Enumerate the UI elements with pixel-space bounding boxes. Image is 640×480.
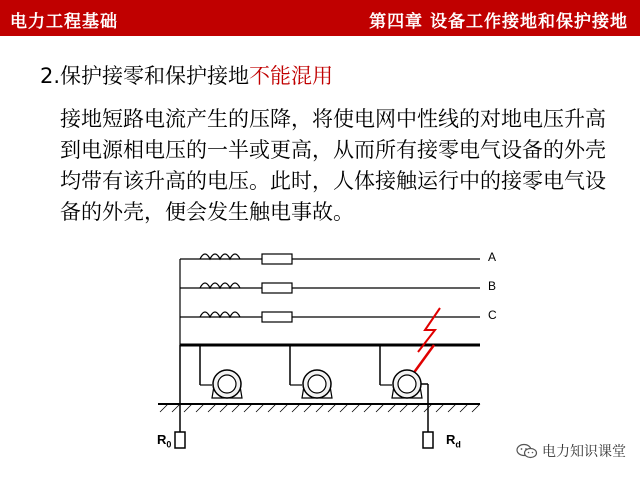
ground-electrode-r0 bbox=[175, 432, 185, 448]
phase-a-label: A bbox=[488, 250, 497, 264]
coil-b bbox=[200, 283, 240, 288]
slide-body-text: 接地短路电流产生的压降，将使电网中性线的对地电压升高到电源相电压的一半或更高，从而所有接零电气设备的外壳均带有该升高的电压。此时，人体接触运行中的接零电气设备的外壳，便会发生触电事故。 bbox=[60, 107, 606, 224]
watermark-text: 电力知识课堂 bbox=[542, 444, 626, 460]
equipment-2 bbox=[290, 345, 332, 398]
watermark bbox=[516, 441, 626, 461]
phase-lines bbox=[180, 259, 480, 345]
heading-prefix: 2.保护接零和保护接地 bbox=[40, 64, 250, 88]
course-title: 电力工程基础 bbox=[10, 12, 118, 32]
fuse-c bbox=[262, 312, 292, 322]
phase-c-label: C bbox=[488, 308, 497, 322]
transformer-coils bbox=[200, 254, 240, 317]
ground-hatching bbox=[160, 404, 480, 412]
equipment-1 bbox=[200, 345, 242, 398]
chapter-title: 第四章 设备工作接地和保护接地 bbox=[369, 12, 628, 32]
coil-c bbox=[200, 312, 240, 317]
ground-electrode-rd bbox=[423, 432, 433, 448]
equipment-3 bbox=[380, 345, 428, 398]
coil-a bbox=[200, 254, 240, 259]
heading-highlight: 不能混用 bbox=[249, 64, 334, 88]
phase-b-label: B bbox=[488, 279, 497, 293]
ground-resistance-rd-label: $R_d$ bbox=[446, 432, 461, 450]
fuses bbox=[262, 254, 292, 322]
ground-resistance-r0-label: $R_0$ bbox=[157, 432, 172, 450]
wechat-icon bbox=[516, 443, 538, 459]
fuse-a bbox=[262, 254, 292, 264]
fuse-b bbox=[262, 283, 292, 293]
